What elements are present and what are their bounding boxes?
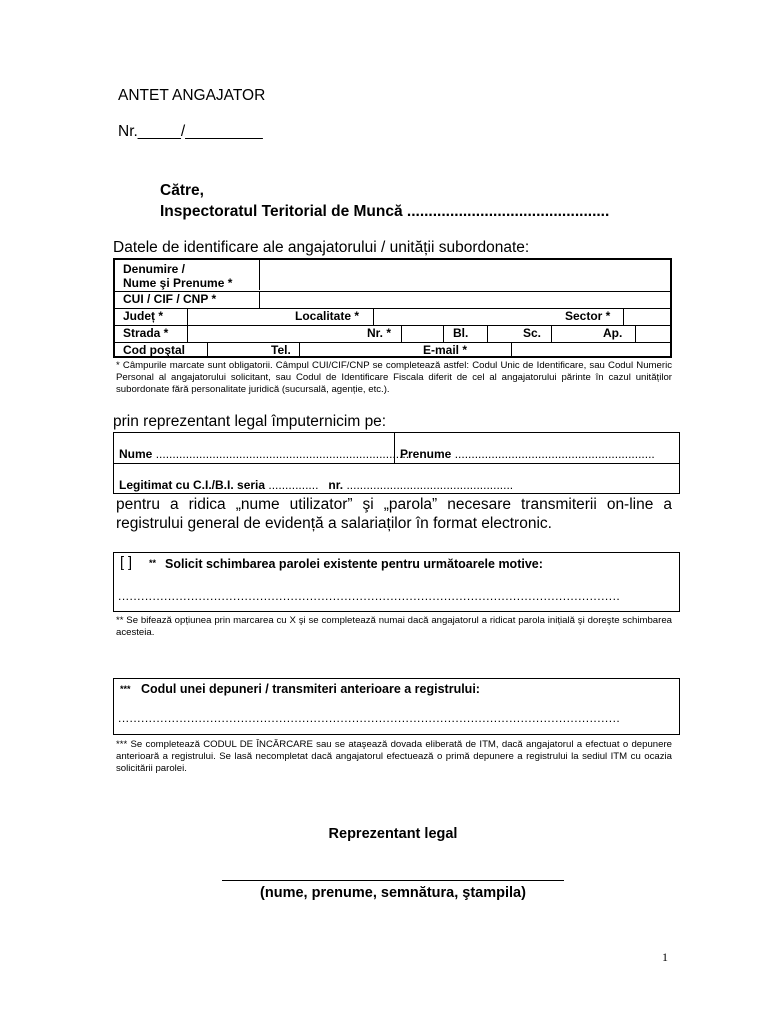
label-id-nr: nr.: [328, 478, 344, 492]
previous-code-box: [113, 678, 680, 735]
field-tel[interactable]: [299, 343, 416, 358]
field-judet[interactable]: [187, 309, 290, 325]
signature-caption: (nume, prenume, semnătura, ştampila): [260, 885, 526, 901]
label-nume: Nume: [119, 447, 153, 461]
field-localitate[interactable]: [373, 309, 560, 325]
field-prenume[interactable]: ............................................................: [454, 447, 655, 461]
row-cui: [115, 291, 670, 308]
label-bl: Bl.: [453, 326, 469, 340]
identification-table: [113, 258, 672, 358]
label-cui: CUI / CIF / CNP *: [123, 292, 217, 306]
label-sc: Sc.: [523, 326, 542, 340]
label-localitate: Localitate *: [295, 309, 360, 323]
employer-heading: ANTET ANGAJATOR: [118, 87, 266, 104]
field-nume[interactable]: ............................................................................: [155, 447, 410, 461]
purpose-line-2: registrului general de evidență a salariaților în format electronic.: [116, 515, 552, 532]
label-judet: Județ *: [123, 309, 164, 323]
label-ap: Ap.: [603, 326, 623, 340]
representative-id-row: [119, 478, 513, 492]
previous-code-note: *** Se completează CODUL DE ÎNCĂRCARE sau se ataşează dovada eliberată de ITM, dacă angajatorul a efectuat o depunere anterioară a registrului. Se lasă necompletat dacă angajatorul efectuează o primă depunere a registrului la sediul ITM cu ocazia solicitării parolei.: [116, 739, 672, 774]
addressee-institution: Inspectoratul Teritorial de Muncă ...............................................: [160, 203, 610, 220]
representative-surname-row: [400, 447, 655, 461]
previous-code-field[interactable]: ...................................................................................................................................: [118, 711, 621, 725]
field-nr[interactable]: [401, 326, 444, 342]
registration-number: Nr._____/_________: [118, 123, 263, 140]
signature-title: Reprezentant legal: [328, 826, 458, 842]
field-cui[interactable]: [259, 292, 670, 308]
label-prenume: Prenume: [400, 447, 452, 461]
label-email: E-mail *: [423, 343, 468, 357]
password-change-note: ** Se bifează opțiunea prin marcarea cu X şi se completează numai dacă angajatorul a ridicat parola inițială şi doreşte schimbarea acesteia.: [116, 615, 672, 638]
password-change-box: [113, 552, 680, 612]
identification-heading: Datele de identificare ale angajatorului / unității subordonate:: [113, 239, 530, 256]
signature-line[interactable]: [222, 880, 564, 881]
password-change-label: Solicit schimbarea parolei existente pentru următoarele motive:: [165, 557, 543, 571]
label-nr: Nr. *: [367, 326, 392, 340]
field-sector[interactable]: [623, 309, 670, 325]
field-id-nr[interactable]: ..................................................: [346, 478, 514, 492]
label-tel: Tel.: [271, 343, 291, 357]
previous-code-label: Codul unei depuneri / transmiteri anterioare a registrului:: [141, 682, 480, 696]
password-change-marker: **: [149, 558, 157, 568]
label-cod-postal: Cod poştal: [123, 343, 185, 357]
representative-name-row: [119, 447, 409, 461]
label-nume-prenume: Nume şi Prenume *: [123, 276, 233, 290]
field-bl[interactable]: [487, 326, 512, 342]
password-change-checkbox[interactable]: [ ]: [120, 555, 133, 571]
field-email[interactable]: [511, 343, 670, 358]
field-ap[interactable]: [635, 326, 670, 342]
field-strada[interactable]: [187, 326, 362, 342]
field-cod-postal[interactable]: [207, 343, 266, 358]
separator: [443, 326, 444, 342]
divider: [114, 463, 679, 464]
label-strada: Strada *: [123, 326, 169, 340]
password-change-reason-field[interactable]: ...................................................................................................................................: [118, 589, 621, 603]
field-denumire[interactable]: [259, 260, 670, 290]
label-denumire: Denumire /: [123, 262, 186, 276]
field-seria[interactable]: ...............: [268, 478, 319, 492]
purpose-line-1: pentru a ridica „nume utilizator” şi „parola” necesare transmiterii on-line a: [116, 496, 672, 513]
row-contact: [115, 342, 670, 358]
row-strada: [115, 325, 670, 342]
representative-heading: prin reprezentant legal împuternicim pe:: [113, 413, 387, 430]
page-number: 1: [662, 950, 668, 964]
previous-code-marker: ***: [120, 684, 131, 694]
addressee-to: Către,: [160, 182, 204, 199]
label-legitimat: Legitimat cu C.I./B.I. seria: [119, 478, 266, 492]
field-sc[interactable]: [551, 326, 596, 342]
row-denumire: [115, 260, 670, 290]
label-sector: Sector *: [565, 309, 611, 323]
identification-note: * Câmpurile marcate sunt obligatorii. Câmpul CUI/CIF/CNP se completează astfel: Codul Unic de Identificare, sau Codul Numeric Personal al angajatorului solicitant, sau Codul de Identificare Fiscala diferit de cel al angajatorului părinte în cazul unităților subordonate fără personalitate juridică (sucursală, agenție, etc.).: [116, 360, 672, 395]
row-judet: [115, 308, 670, 325]
representative-box: [113, 432, 680, 494]
